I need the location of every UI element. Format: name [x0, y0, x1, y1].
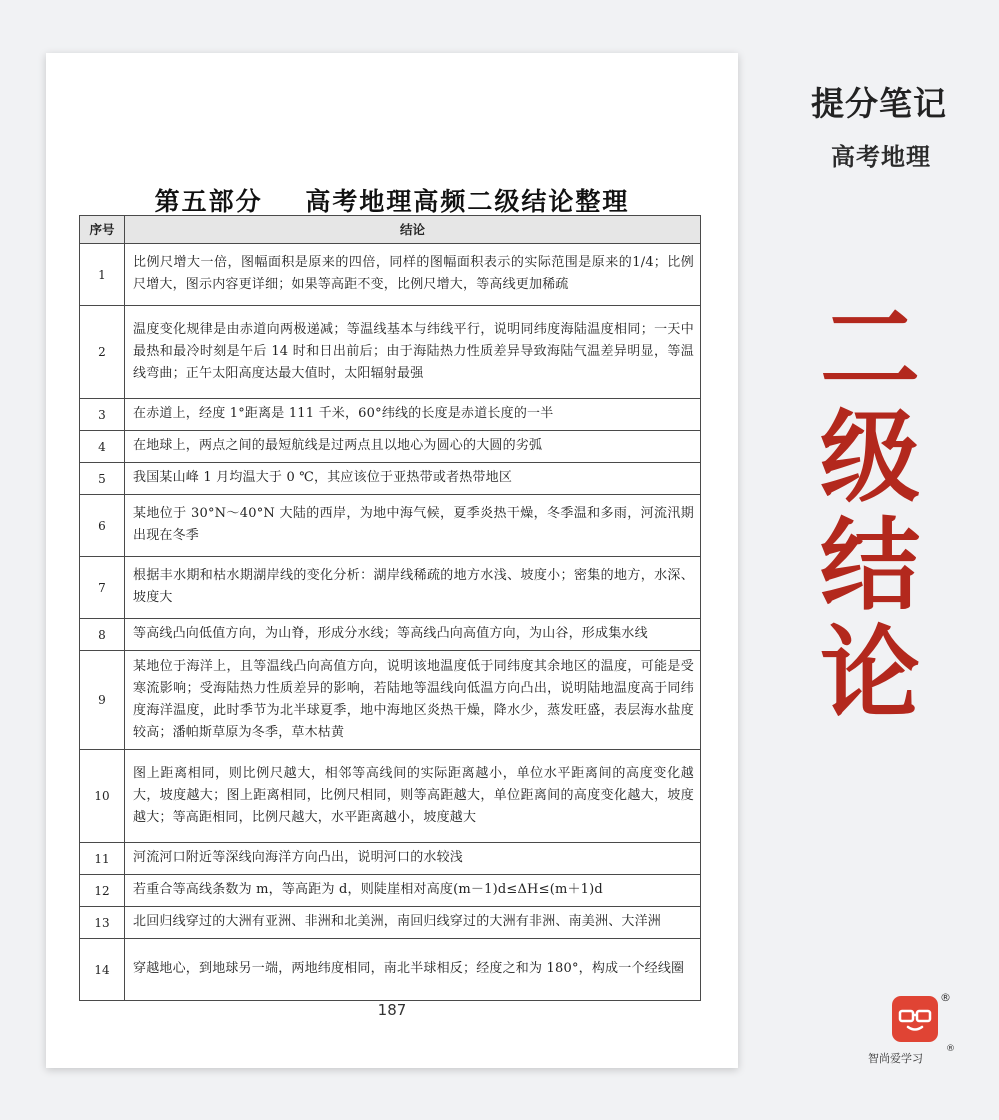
brand-logo-icon	[892, 996, 938, 1042]
conclusions-table	[79, 215, 701, 1001]
table-row	[80, 431, 701, 463]
row-conclusion: 北回归线穿过的大洲有亚洲、非洲和北美洲，南回归线穿过的大洲有非洲、南美洲、大洋洲	[125, 907, 701, 939]
row-index: 11	[80, 843, 125, 875]
brand-title: 提分笔记	[811, 84, 947, 123]
registered-mark-small: ®	[946, 1044, 955, 1054]
table-row	[80, 939, 701, 1001]
row-conclusion: 等高线凸向低值方向，为山脊，形成分水线；等高线凸向高值方向，为山谷，形成集水线	[125, 619, 701, 651]
row-conclusion: 在地球上，两点之间的最短航线是过两点且以地心为圆心的大圆的劣弧	[125, 431, 701, 463]
table-row	[80, 750, 701, 843]
row-conclusion: 若重合等高线条数为 m，等高距为 d，则陡崖相对高度(m－1)d≤ΔH≤(m＋1)d	[125, 875, 701, 907]
row-index: 9	[80, 651, 125, 750]
table-row	[80, 463, 701, 495]
table-row	[80, 843, 701, 875]
row-conclusion: 某地位于海洋上，且等温线凸向高值方向，说明该地温度低于同纬度其余地区的温度，可能是受寒流影响；受海陆热力性质差异的影响，若陆地等温线向低温方向凸出，说明陆地温度高于同纬度海洋温度，此时季节为北半球夏季，地中海地区炎热干燥，降水少，蒸发旺盛，表层海水盐度较高；潘帕斯草原为冬季，草木枯黄	[125, 651, 701, 750]
row-index: 6	[80, 495, 125, 557]
row-index: 5	[80, 463, 125, 495]
row-index: 13	[80, 907, 125, 939]
row-conclusion: 河流河口附近等深线向海洋方向凸出，说明河口的水较浅	[125, 843, 701, 875]
table-row	[80, 619, 701, 651]
row-index: 14	[80, 939, 125, 1001]
vertical-title: 二级结论	[820, 291, 920, 732]
registered-mark: ®	[940, 991, 951, 1004]
table-header-row	[80, 216, 701, 244]
table-row	[80, 495, 701, 557]
table-row	[80, 651, 701, 750]
row-conclusion: 图上距离相同，则比例尺越大，相邻等高线间的实际距离越小，单位水平距离间的高度变化越大，坡度越大；图上距离相同，比例尺相同，则等高距越大，单位距离间的高度变化越大，坡度越大；等高距相同，比例尺越大，水平距离越小，坡度越大	[125, 750, 701, 843]
page-number: 187	[377, 1001, 407, 1019]
row-conclusion: 在赤道上，经度 1°距离是 111 千米，60°纬线的长度是赤道长度的一半	[125, 399, 701, 431]
table-row	[80, 244, 701, 306]
row-index: 2	[80, 306, 125, 399]
row-conclusion: 根据丰水期和枯水期湖岸线的变化分析：湖岸线稀疏的地方水浅、坡度小；密集的地方，水深、坡度大	[125, 557, 701, 619]
table-row	[80, 875, 701, 907]
row-index: 12	[80, 875, 125, 907]
row-conclusion: 比例尺增大一倍，图幅面积是原来的四倍，同样的图幅面积表示的实际范围是原来的1/4；比例尺增大，图示内容更详细；如果等高距不变，比例尺增大，等高线更加稀疏	[125, 244, 701, 306]
row-index: 3	[80, 399, 125, 431]
book-page	[46, 53, 738, 1068]
header-conclusion: 结论	[125, 216, 701, 244]
table-row	[80, 306, 701, 399]
row-index: 1	[80, 244, 125, 306]
table-row	[80, 907, 701, 939]
row-index: 10	[80, 750, 125, 843]
row-conclusion: 温度变化规律是由赤道向两极递减；等温线基本与纬线平行，说明同纬度海陆温度相同；一天中最热和最冷时刻是午后 14 时和日出前后；由于海陆热力性质差异导致海陆气温差异明显，等温线弯曲；正午太阳高度达最大值时，太阳辐射最强	[125, 306, 701, 399]
row-conclusion: 某地位于 30°N～40°N 大陆的西岸，为地中海气候，夏季炎热干燥，冬季温和多雨，河流汛期出现在冬季	[125, 495, 701, 557]
row-conclusion: 我国某山峰 1 月均温大于 0 ℃，其应该位于亚热带或者热带地区	[125, 463, 701, 495]
row-conclusion: 穿越地心，到地球另一端，两地纬度相同，南北半球相反；经度之和为 180°，构成一个经线圈	[125, 939, 701, 1001]
row-index: 4	[80, 431, 125, 463]
table-row	[80, 399, 701, 431]
row-index: 8	[80, 619, 125, 651]
logo-text: 智尚爱学习	[868, 1052, 923, 1065]
page-title: 第五部分 高考地理高频二级结论整理	[154, 187, 630, 216]
brand-subtitle: 高考地理	[831, 143, 931, 171]
table-body	[80, 244, 701, 1001]
row-index: 7	[80, 557, 125, 619]
table-row	[80, 557, 701, 619]
header-index: 序号	[80, 216, 125, 244]
